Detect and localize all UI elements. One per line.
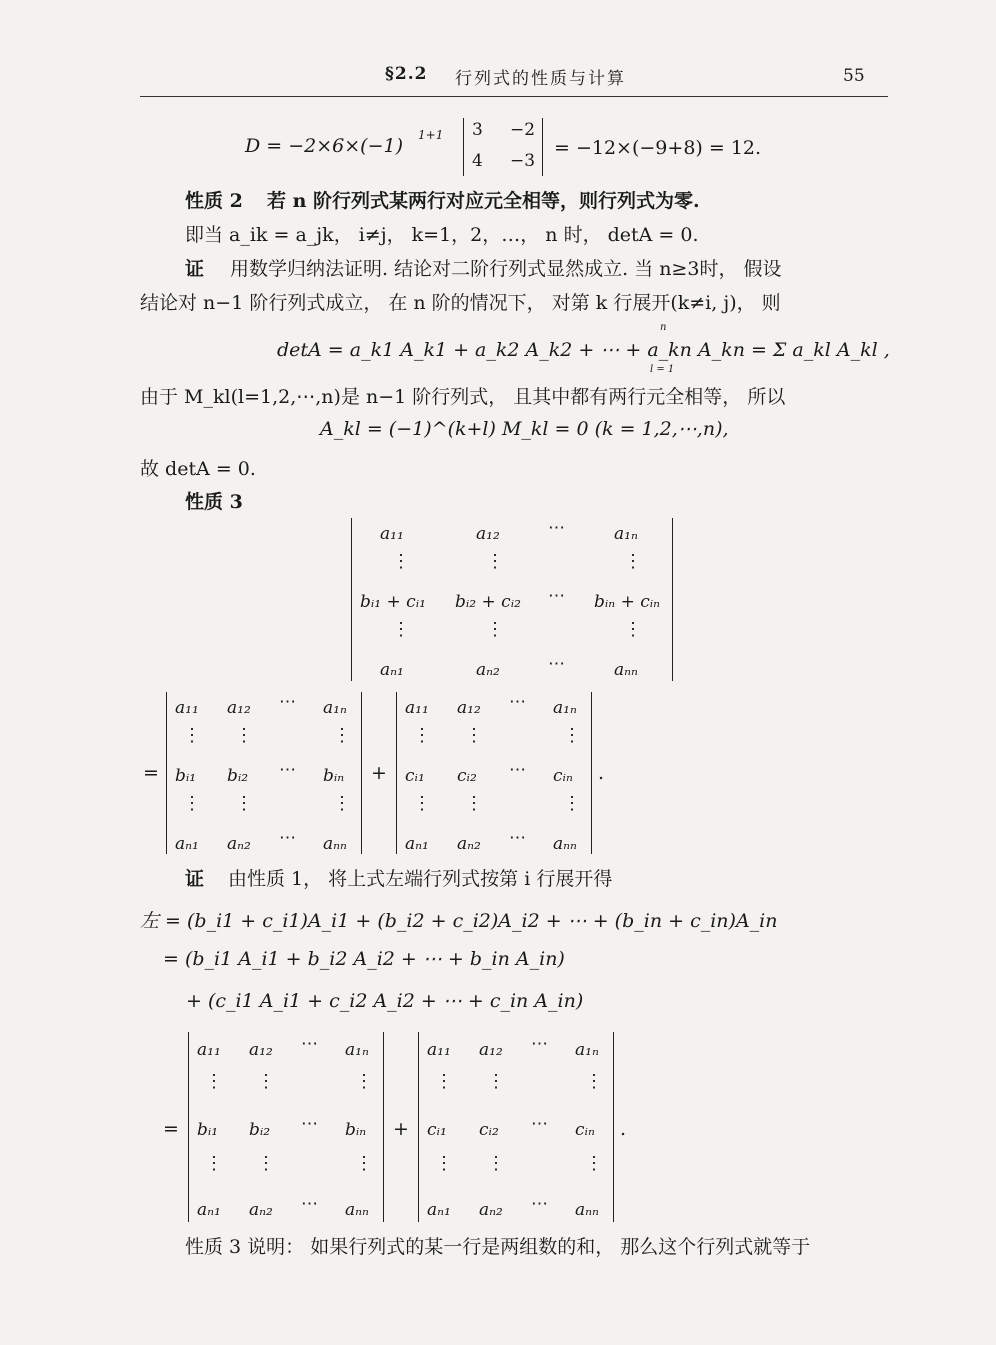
det-cell: aₙ₁ bbox=[197, 1200, 221, 1220]
proof-line-3: 由于 M_kl(l=1,2,⋯,n)是 n−1 阶行列式， 且其中都有两行元全相等， 所以 bbox=[140, 386, 786, 408]
det-b-rows bbox=[188, 1032, 384, 1222]
equals-sign: = bbox=[163, 1118, 179, 1140]
property-3-label: 性质 3 bbox=[185, 491, 243, 513]
vdots: ⋮ bbox=[183, 725, 201, 746]
vdots: ⋮ bbox=[585, 1071, 603, 1092]
det-cell: ⋯ bbox=[509, 692, 526, 712]
eq-d-left: D = −2×6×(−1) bbox=[245, 135, 404, 157]
proof-label: 证 bbox=[185, 258, 205, 280]
expansion-line-1: 左 = (b_i1 + c_i1)A_i1 + (b_i2 + c_i2)A_i2 + ⋯ + (b_in + c_in)A_in bbox=[140, 910, 778, 932]
det-cell: ⋯ bbox=[509, 760, 526, 780]
vdots: ⋮ bbox=[435, 1071, 453, 1092]
sum-lower-limit: l = 1 bbox=[650, 364, 675, 375]
vdots: ⋮ bbox=[355, 1071, 373, 1092]
vdots: ⋮ bbox=[486, 619, 504, 640]
vdots: ⋮ bbox=[585, 1153, 603, 1174]
det-cell: aₙₙ bbox=[614, 660, 638, 680]
vdots: ⋮ bbox=[486, 551, 504, 572]
proof-conclusion: 故 detA = 0. bbox=[140, 458, 256, 480]
header-rule bbox=[140, 96, 888, 97]
det-c-rows bbox=[396, 692, 592, 854]
det-cell: aₙₙ bbox=[323, 834, 347, 854]
proof-2-text: 由性质 1， 将上式左端行列式按第 i 行展开得 bbox=[228, 868, 613, 890]
det-cell: ⋯ bbox=[301, 1194, 318, 1214]
vdots: ⋮ bbox=[465, 725, 483, 746]
expansion-line-2: = (b_i1 A_i1 + b_i2 A_i2 + ⋯ + b_in A_in) bbox=[163, 948, 565, 970]
vdots: ⋮ bbox=[624, 619, 642, 640]
det-cell: aₙ₂ bbox=[249, 1200, 273, 1220]
vdots: ⋮ bbox=[235, 793, 253, 814]
eq-d-right: = −12×(−9+8) = 12. bbox=[554, 137, 762, 159]
det-cell: a₁₂ bbox=[249, 1040, 273, 1060]
det-2x2 bbox=[463, 118, 543, 176]
det-cell: a₁₂ bbox=[476, 524, 500, 544]
vdots: ⋮ bbox=[413, 793, 431, 814]
det-2x2-cell: −3 bbox=[510, 151, 536, 171]
det-cell: cᵢₙ bbox=[575, 1120, 595, 1140]
det-cell: ⋯ bbox=[279, 760, 296, 780]
det-cell: a₁₁ bbox=[175, 698, 199, 718]
vdots: ⋮ bbox=[235, 725, 253, 746]
det-cell: cᵢ₂ bbox=[457, 766, 477, 786]
property-2-condition: 即当 a_ik = a_jk， i≠j， k=1，2，…， n 时， detA = 0. bbox=[185, 224, 699, 246]
vdots: ⋮ bbox=[333, 725, 351, 746]
det-cell: aₙ₁ bbox=[380, 660, 404, 680]
det-cell: a₁ₙ bbox=[323, 698, 347, 718]
det-cell: aₙ₂ bbox=[476, 660, 500, 680]
det-cell: ⋯ bbox=[531, 1034, 548, 1054]
plus-sign: + bbox=[393, 1118, 409, 1140]
det-cell: cᵢ₁ bbox=[427, 1120, 447, 1140]
det-2x2-cell: 3 bbox=[472, 120, 483, 140]
det-cell: ⋯ bbox=[301, 1034, 318, 1054]
det-cell: a₁₁ bbox=[405, 698, 429, 718]
det-cell: a₁ₙ bbox=[614, 524, 638, 544]
det-cell: ⋯ bbox=[301, 1114, 318, 1134]
property-2-text: 若 n 阶行列式某两行对应元全相等，则行列式为零. bbox=[267, 190, 700, 212]
det-cell: a₁ₙ bbox=[575, 1040, 599, 1060]
det-cell: ⋯ bbox=[531, 1114, 548, 1134]
det-cell: aₙ₁ bbox=[175, 834, 199, 854]
vdots: ⋮ bbox=[624, 551, 642, 572]
det-2x2-cell: −2 bbox=[510, 120, 536, 140]
det-cell: bᵢ₂ bbox=[227, 766, 249, 786]
det-cell: aₙ₂ bbox=[227, 834, 251, 854]
det-sum-row bbox=[351, 518, 673, 681]
det-c-rows bbox=[418, 1032, 614, 1222]
plus-sign: + bbox=[371, 762, 387, 784]
det-cell: ⋯ bbox=[279, 692, 296, 712]
det-cell: a₁₂ bbox=[479, 1040, 503, 1060]
sum-upper-limit: n bbox=[660, 322, 667, 333]
vdots: ⋮ bbox=[333, 793, 351, 814]
proof-line-2: 结论对 n−1 阶行列式成立， 在 n 阶的情况下， 对第 k 行展开(k≠i, j)， 则 bbox=[140, 292, 781, 314]
period: . bbox=[598, 762, 605, 784]
cofactor-zero: A_kl = (−1)^(k+l) M_kl = 0 (k = 1,2,⋯,n), bbox=[320, 418, 729, 440]
det-cell: aₙₙ bbox=[345, 1200, 369, 1220]
det-cell: a₁₁ bbox=[427, 1040, 451, 1060]
vdots: ⋮ bbox=[563, 793, 581, 814]
det-cell: aₙ₁ bbox=[405, 834, 429, 854]
det-cell: ⋯ bbox=[548, 518, 565, 538]
det-cell: bᵢₙ bbox=[345, 1120, 367, 1140]
det-cell: aₙ₁ bbox=[427, 1200, 451, 1220]
det-cell: ⋯ bbox=[509, 828, 526, 848]
proof-2-label: 证 bbox=[185, 868, 205, 890]
det-cell: aₙₙ bbox=[553, 834, 577, 854]
det-cell: ⋯ bbox=[548, 654, 565, 674]
eq-d-exponent: 1+1 bbox=[418, 128, 444, 142]
det-cell: aₙₙ bbox=[575, 1200, 599, 1220]
property-3-explanation: 性质 3 说明： 如果行列式的某一行是两组数的和， 那么这个行列式就等于 bbox=[185, 1236, 811, 1258]
vdots: ⋮ bbox=[413, 725, 431, 746]
vdots: ⋮ bbox=[392, 551, 410, 572]
vdots: ⋮ bbox=[355, 1153, 373, 1174]
vdots: ⋮ bbox=[487, 1071, 505, 1092]
det-2x2-cell: 4 bbox=[472, 151, 483, 171]
vdots: ⋮ bbox=[257, 1153, 275, 1174]
det-cell: a₁ₙ bbox=[553, 698, 577, 718]
det-cell: bᵢ₂ bbox=[249, 1120, 271, 1140]
det-cell: bᵢ₁ + cᵢ₁ bbox=[360, 592, 426, 612]
det-cell: aₙ₂ bbox=[479, 1200, 503, 1220]
det-cell: a₁₁ bbox=[197, 1040, 221, 1060]
expansion-line-3: + (c_i1 A_i1 + c_i2 A_i2 + ⋯ + c_in A_in) bbox=[186, 990, 584, 1012]
vdots: ⋮ bbox=[392, 619, 410, 640]
property-2-label: 性质 2 bbox=[185, 190, 243, 212]
det-cell: ⋯ bbox=[531, 1194, 548, 1214]
det-cell: bᵢₙ bbox=[323, 766, 345, 786]
vdots: ⋮ bbox=[257, 1071, 275, 1092]
det-cell: a₁₂ bbox=[227, 698, 251, 718]
det-cell: bᵢ₂ + cᵢ₂ bbox=[455, 592, 521, 612]
section-title: 行列式的性质与计算 bbox=[455, 69, 626, 89]
det-cell: cᵢ₂ bbox=[479, 1120, 499, 1140]
vdots: ⋮ bbox=[465, 793, 483, 814]
det-cell: ⋯ bbox=[548, 586, 565, 606]
page-number: 55 bbox=[843, 66, 865, 86]
det-cell: a₁₁ bbox=[380, 524, 404, 544]
det-cell: ⋯ bbox=[279, 828, 296, 848]
det-cell: bᵢ₁ bbox=[197, 1120, 219, 1140]
det-b-rows bbox=[166, 692, 362, 854]
vdots: ⋮ bbox=[205, 1153, 223, 1174]
det-cell: bᵢₙ + cᵢₙ bbox=[594, 592, 661, 612]
det-cell: bᵢ₁ bbox=[175, 766, 197, 786]
vdots: ⋮ bbox=[487, 1153, 505, 1174]
det-cell: cᵢₙ bbox=[553, 766, 573, 786]
proof-line-1: 用数学归纳法证明. 结论对二阶行列式显然成立. 当 n≥3时， 假设 bbox=[230, 258, 782, 280]
vdots: ⋮ bbox=[205, 1071, 223, 1092]
vdots: ⋮ bbox=[563, 725, 581, 746]
det-cell: a₁ₙ bbox=[345, 1040, 369, 1060]
period: . bbox=[620, 1118, 627, 1140]
vdots: ⋮ bbox=[435, 1153, 453, 1174]
det-cell: aₙ₂ bbox=[457, 834, 481, 854]
equals-sign: = bbox=[143, 762, 159, 784]
det-cell: cᵢ₁ bbox=[405, 766, 425, 786]
det-cell: a₁₂ bbox=[457, 698, 481, 718]
vdots: ⋮ bbox=[183, 793, 201, 814]
proof-expansion: detA = a_k1 A_k1 + a_k2 A_k2 + ⋯ + a_kn A_kn = Σ a_kl A_kl , bbox=[277, 339, 890, 361]
section-number: §2.2 bbox=[385, 64, 428, 84]
